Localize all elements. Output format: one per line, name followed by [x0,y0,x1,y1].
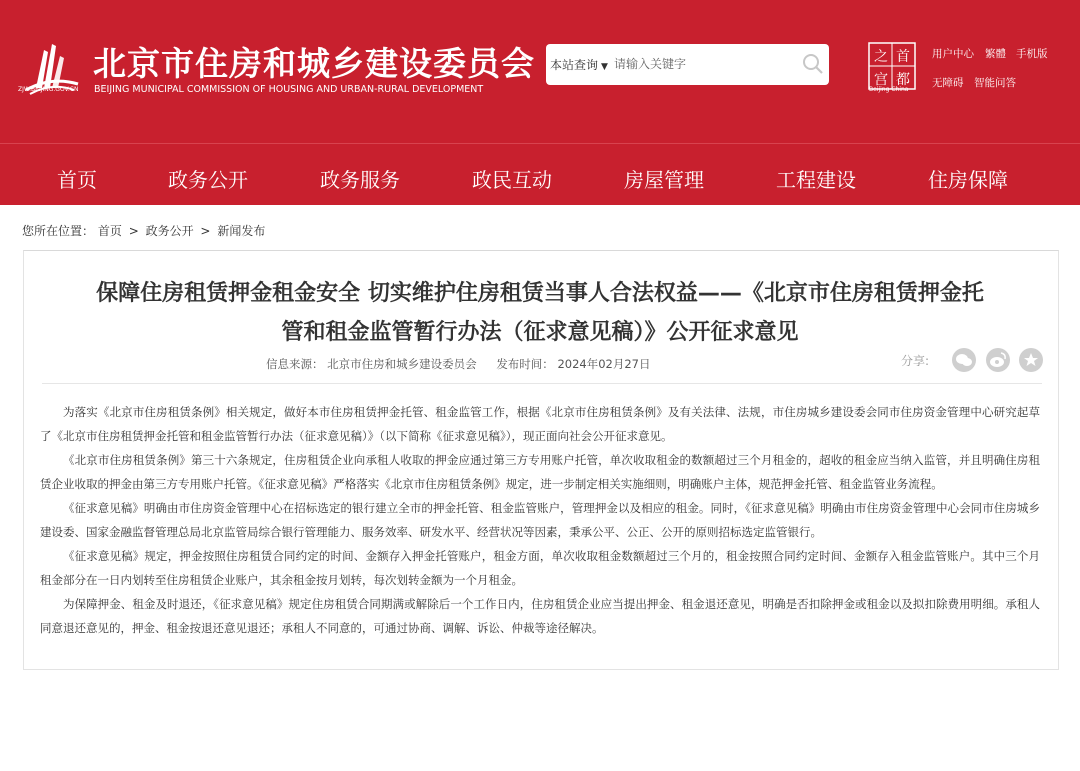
breadcrumb [22,222,265,239]
article-paragraph: 《征求意见稿》规定，押金按照住房租赁合同约定的时间、金额存入押金托管账户，租金方面，单次收取租金数额超过三个月的，租金按照合同约定时间、金额存入租金监管账户。其中三个月租金部分在一日内划转至住房租赁企业账户，其余租金按月划转，每次划转金额为一个月租金。 [40,549,1040,587]
meta-divider [42,383,1042,384]
nav-item-government-affairs[interactable]: 政务公开 [168,168,248,192]
user-center-link[interactable]: 用户中心 [932,48,974,60]
nav-item-construction[interactable]: 工程建设 [776,168,856,192]
nav-item-housing-security[interactable]: 住房保障 [928,168,1008,192]
article-paragraph: 为落实《北京市住房租赁条例》相关规定，做好本市住房租赁押金托管、租金监管工作，根据《北京市住房租赁条例》及有关法律、法规，市住房城乡建设委会同市住房资金管理中心研究起草了《北京市住房租赁押金托管和租金监管暂行办法（征求意见稿）》（以下简称《征求意见稿》），现正面向社会公开征求意见。 [40,405,1040,443]
article-title-line-2: 管和租金监管暂行办法（征求意见稿）》公开征求意见 [281,320,799,345]
smart-qa-link[interactable]: 智能问答 [974,77,1016,89]
chevron-down-icon: ▼ [601,62,608,72]
traditional-chinese-link[interactable]: 繁體 [985,48,1006,60]
article-paragraph: 《北京市住房租赁条例》第三十六条规定，住房租赁企业向承租人收取的押金应通过第三方专用账户托管，单次收取租金的数额超过三个月租金的，超收的租金应当纳入监管，并且明确住房租赁企业收取的押金由第三方专用账户托管。《征求意见稿》严格落实《北京市住房租赁条例》规定，进一步制定相关实施细则，明确账户主体，规范押金托管、租金监管业务流程。 [40,453,1040,491]
breadcrumb-separator: > [200,224,211,238]
nav-item-home[interactable]: 首页 [57,168,97,192]
breadcrumb-government-affairs[interactable]: 政务公开 [145,224,194,238]
capital-char-4: 都 [896,72,910,88]
weibo-icon[interactable] [986,348,1010,372]
article-date: 发布时间： 2024年02月27日 [496,357,651,371]
capital-char-3: 宫 [874,72,888,88]
capital-char-2: 首 [896,49,910,65]
search-box [546,44,829,85]
logo-domain: ZJW.BEIJING.GOV.CN [18,86,79,93]
article-source: 信息来源： 北京市住房和城乡建设委员会 [266,357,477,371]
mobile-version-link[interactable]: 手机版 [1016,48,1048,60]
main-nav [0,143,1080,205]
wechat-icon[interactable] [952,348,976,372]
nav-item-government-services[interactable]: 政务服务 [320,168,400,192]
favorite-icon[interactable] [1019,348,1043,372]
article-meta [266,356,667,372]
site-subtitle: BEIJING MUNICIPAL COMMISSION OF HOUSING AND URBAN-RURAL DEVELOPMENT [94,84,484,95]
breadcrumb-separator: > [128,224,139,238]
article-title-line-1: 保障住房租赁押金租金安全 切实维护住房租赁当事人合法权益——《北京市住房租赁押金托 [96,281,984,306]
article-paragraph: 《征求意见稿》明确由市住房资金管理中心在招标选定的银行建立全市的押金托管、租金监管账户，管理押金以及相应的租金。同时，《征求意见稿》明确由市住房资金管理中心会同市住房城乡建设委、国家金融监督管理总局北京监管局综合银行管理能力、服务效率、研发水平、经营状况等因素，秉承公平、公正、公开的原则招标选定监管银行。 [40,501,1040,539]
search-input[interactable] [614,52,784,76]
capital-beijing-logo-icon [868,42,916,90]
share-label: 分享: [901,354,930,368]
breadcrumb-prefix: 您所在位置： [22,224,95,238]
breadcrumb-news[interactable]: 新闻发布 [217,224,266,238]
search-icon[interactable] [802,53,824,75]
breadcrumb-home[interactable]: 首页 [97,224,122,238]
nav-item-interaction[interactable]: 政民互动 [472,168,552,192]
nav-item-housing-management[interactable]: 房屋管理 [624,168,704,192]
article-body [40,400,1040,640]
search-scope-select[interactable] [550,56,608,73]
capital-char-1: 之 [874,49,888,65]
site-header [0,0,1080,143]
site-title[interactable]: 北京市住房和城乡建设委员会 [93,44,535,83]
article-paragraph: 为保障押金、租金及时退还，《征求意见稿》规定住房租赁合同期满或解除后一个工作日内，住房租赁企业应当提出押金、租金退还意见，明确是否扣除押金或租金以及拟扣除费用明细。承租人同意退还意见的，押金、租金按退还意见退还；承租人不同意的，可通过协商、调解、诉讼、仲裁等途径解决。 [40,597,1040,635]
capital-logo-text: Beijing·China [869,86,909,93]
article-title [24,274,1056,352]
search-scope-label: 本站查询 [550,58,599,72]
accessibility-link[interactable]: 无障碍 [932,77,964,89]
